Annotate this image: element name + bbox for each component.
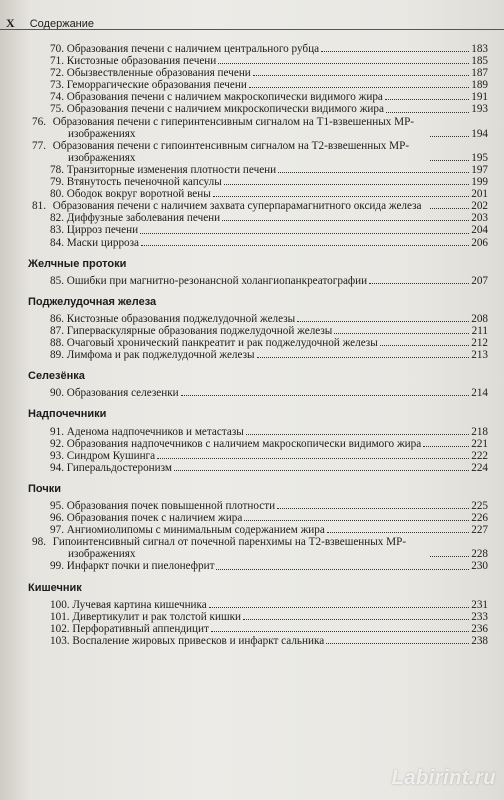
table-of-contents [28, 43, 488, 647]
toc-entry-number: 74. [50, 91, 64, 104]
toc-entry-number: 103. [50, 634, 70, 647]
toc-page-number: 212 [471, 337, 488, 350]
toc-entry-title [50, 55, 218, 67]
dot-leader [277, 508, 469, 509]
toc-page-number: 211 [471, 324, 488, 337]
dot-leader [386, 112, 469, 113]
toc-entry[interactable] [50, 79, 488, 91]
toc-entry-title [50, 275, 369, 287]
dot-leader [209, 607, 469, 608]
header-title: Содержание [29, 18, 95, 30]
toc-entry-number: 80. [50, 188, 64, 201]
toc-entry-text: Маски цирроза [66, 236, 140, 249]
dot-leader [211, 631, 469, 632]
toc-entry-text: Очаговый хронический панкреатит и рак поджелудочной железы [66, 337, 378, 350]
toc-entry-text: Кистозные образования печени [66, 55, 217, 68]
toc-page-number: 226 [471, 512, 488, 525]
toc-entry-title [50, 43, 321, 55]
toc-entry[interactable] [32, 536, 488, 561]
toc-entry-number: 91. [50, 425, 64, 438]
toc-entry-number: 97. [50, 524, 64, 537]
dot-leader [430, 136, 469, 137]
toc-entry-title [50, 325, 334, 337]
toc-entry-number: 73. [50, 79, 64, 92]
toc-entry-title [50, 212, 222, 224]
watermark-logo: Labirint.ru [391, 767, 496, 789]
toc-entry-text: Дивертикулит и рак толстой кишки [72, 610, 242, 623]
toc-entry-text: Обызвествленные образования печени [66, 67, 251, 80]
toc-entry-title [50, 426, 246, 438]
toc-page-number: 191 [471, 91, 488, 104]
toc-page-number: 183 [471, 43, 488, 55]
toc-entry-text: Транзиторные изменения плотности печени [66, 163, 277, 176]
toc-entry-text: Гипоинтенсивный сигнал от почечной паренхимы на Т2-взвешенных МР-изображениях [52, 536, 407, 561]
toc-entry-text: Перфоративный аппендицит [72, 622, 209, 635]
toc-entry[interactable] [50, 164, 488, 176]
toc-entry-title [50, 500, 277, 512]
toc-page-number: 201 [471, 188, 488, 201]
toc-page-number: 194 [471, 127, 488, 140]
toc-section-heading: Поджелудочная железа [28, 295, 157, 308]
toc-section-heading: Желчные протоки [28, 257, 127, 270]
toc-page-number: 218 [471, 425, 488, 438]
toc-entry[interactable] [50, 212, 488, 224]
toc-entry[interactable] [50, 450, 488, 462]
toc-entry-number: 102. [50, 622, 70, 635]
toc-page-number: 206 [471, 236, 488, 249]
toc-entry[interactable] [50, 67, 488, 79]
toc-entry-number: 75. [50, 103, 64, 116]
toc-entry-number: 78. [50, 163, 64, 176]
toc-entry[interactable] [50, 462, 488, 474]
toc-section-heading: Надпочечники [28, 408, 107, 421]
toc-entry[interactable] [50, 611, 488, 623]
dot-leader [249, 87, 469, 88]
toc-entry-title [50, 387, 181, 399]
toc-section-heading: Селезёнка [28, 370, 85, 383]
toc-page-number: 199 [471, 176, 488, 189]
toc-entry[interactable] [50, 55, 488, 67]
toc-entry-title [50, 462, 174, 474]
toc-entry-title [50, 599, 209, 611]
toc-entry[interactable] [50, 176, 488, 188]
toc-entry[interactable] [50, 103, 488, 115]
toc-entry[interactable] [50, 426, 488, 438]
dot-leader [257, 357, 469, 358]
toc-entry-text: Образования печени с гиперинтенсивным сигналом на Т1-взвешенных МР-изображениях [52, 115, 415, 140]
toc-entry-text: Образования печени с гипоинтенсивным сигналом на Т2-взвешенных МР-изображениях [52, 139, 410, 164]
toc-entry-title [50, 188, 213, 200]
toc-entry-text: Ошибки при магнитно-резонансной холангиопанкреатографии [66, 274, 368, 287]
toc-entry-title [50, 224, 140, 236]
toc-entry-number: 95. [50, 500, 64, 512]
toc-entry-number: 83. [50, 224, 64, 237]
dot-leader [430, 160, 469, 161]
toc-entry-number: 71. [50, 55, 64, 68]
toc-entry-text: Синдром Кушинга [66, 449, 156, 462]
dot-leader [181, 395, 469, 396]
toc-entry-text: Образования печени с наличием макроскопически видимого жира [66, 91, 383, 104]
dot-leader [385, 99, 469, 100]
toc-page-number: 195 [471, 151, 488, 164]
toc-entry[interactable] [32, 139, 488, 164]
toc-entry-text: Образования почек с наличием жира [66, 512, 243, 525]
toc-page-number: 225 [471, 500, 488, 512]
toc-entry-number: 94. [50, 461, 64, 474]
dot-leader [321, 51, 469, 52]
toc-entry-number: 89. [50, 349, 64, 362]
toc-entry-text: Воспаление жировых привесков и инфаркт сальника [72, 634, 325, 647]
toc-page-number: 214 [471, 387, 488, 400]
toc-entry-number: 85. [50, 274, 64, 287]
toc-page-number: 193 [471, 103, 488, 116]
toc-page-number: 208 [471, 312, 488, 325]
dot-leader [140, 233, 469, 234]
toc-page-number: 189 [471, 79, 488, 92]
toc-entry[interactable] [50, 43, 488, 55]
toc-entry-number: 79. [50, 176, 64, 189]
toc-page-number: 233 [471, 610, 488, 623]
toc-entry-number: 100. [50, 598, 70, 611]
dot-leader [430, 556, 469, 557]
toc-entry-text: Образования селезенки [66, 387, 179, 400]
toc-page-number: 204 [471, 224, 488, 237]
toc-entry-title [50, 67, 253, 79]
toc-entry-number: 70. [50, 43, 64, 55]
toc-entry-title [50, 337, 380, 349]
toc-entry-number: 86. [50, 312, 64, 325]
toc-entry-title: 76. Образования печени с гиперинтенсивным сигналом на Т1-взвешенных МР-изображениях [32, 115, 415, 140]
dot-leader [157, 458, 469, 459]
toc-entry-number: 99. [50, 560, 64, 573]
toc-entry-title [50, 450, 157, 462]
dot-leader [174, 470, 469, 471]
dot-leader [369, 283, 469, 284]
toc-entry[interactable] [50, 349, 488, 361]
dot-leader [218, 63, 469, 64]
toc-entry-title [50, 176, 224, 188]
toc-entry[interactable] [32, 200, 488, 213]
toc-entry-title: 77. Образования печени с гипоинтенсивным сигналом на Т2-взвешенных МР-изображениях [32, 139, 410, 164]
toc-entry-text: Гиперваскулярные образования поджелудочной железы [66, 324, 333, 337]
toc-entry[interactable] [50, 500, 488, 512]
toc-entry[interactable] [50, 635, 488, 647]
toc-page-number: 202 [471, 200, 488, 213]
dot-leader [253, 75, 469, 76]
toc-entry-text: Образования надпочечников с наличием макроскопически видимого жира [66, 437, 422, 450]
toc-entry-text: Диффузные заболевания печени [66, 212, 221, 225]
toc-entry-title [50, 635, 326, 647]
dot-leader [243, 619, 469, 620]
toc-entry-text: Образования печени с наличием микроскопически видимого жира [66, 103, 384, 116]
toc-page-number: 238 [471, 634, 488, 647]
dot-leader [141, 245, 469, 246]
toc-page-number: 222 [471, 449, 488, 462]
toc-page-number: 224 [471, 461, 488, 474]
toc-entry-text: Образования почек повышенной плотности [66, 500, 276, 512]
toc-entry[interactable] [50, 560, 488, 572]
toc-entry-title [50, 164, 278, 176]
dot-leader [222, 220, 469, 221]
toc-entry-text: Образования печени с наличием центрального рубца [66, 43, 320, 55]
toc-entry-title [50, 313, 297, 325]
toc-page-number: 231 [471, 598, 488, 611]
toc-page-number: 213 [471, 349, 488, 362]
toc-page-number: 185 [471, 55, 488, 68]
toc-entry[interactable] [50, 524, 488, 536]
toc-entry[interactable] [50, 224, 488, 236]
toc-page-number: 197 [471, 163, 488, 176]
toc-entry-title [50, 79, 249, 91]
dot-leader [244, 520, 469, 521]
toc-entry-text: Ободок вокруг воротной вены [66, 188, 211, 201]
toc-entry-number: 72. [50, 67, 64, 80]
toc-entry-number: 92. [50, 437, 64, 450]
dot-leader [216, 569, 469, 570]
toc-entry[interactable] [50, 599, 488, 611]
toc-entry[interactable] [50, 512, 488, 524]
toc-entry-text: Кистозные образования поджелудочной железы [66, 312, 296, 325]
toc-entry[interactable] [32, 115, 488, 140]
toc-entry-text: Лимфома и рак поджелудочной железы [66, 349, 255, 362]
toc-entry-text: Инфаркт почки и пиелонефрит [66, 560, 215, 573]
toc-page-number: 230 [471, 560, 488, 573]
toc-entry-number: 84. [50, 236, 64, 249]
toc-entry-title [50, 524, 327, 536]
toc-entry[interactable] [50, 237, 488, 249]
header-rule [0, 29, 504, 30]
toc-page-number: 236 [471, 622, 488, 635]
toc-entry-number: 96. [50, 512, 64, 525]
toc-entry[interactable] [50, 188, 488, 200]
toc-entry-title: 98. Гипоинтенсивный сигнал от почечной паренхимы на Т2-взвешенных МР-изображениях [32, 536, 407, 561]
dot-leader [423, 446, 469, 447]
toc-page-number: 227 [471, 524, 488, 537]
toc-entry-number: 101. [50, 610, 70, 623]
toc-section-heading: Почки [28, 482, 62, 495]
dot-leader [327, 532, 469, 533]
toc-entry-text: Геморрагические образования печени [66, 79, 247, 92]
dot-leader [213, 196, 469, 197]
toc-entry-text: Лучевая картина кишечника [72, 598, 207, 611]
toc-entry-title: 81. Образования печени с наличием захвата суперпарамагнитного оксида железа [32, 200, 422, 213]
toc-entry-text: Ангиомиолипомы с минимальным содержанием жира [66, 524, 325, 537]
toc-entry-title [50, 91, 385, 103]
toc-entry-number: 93. [50, 449, 64, 462]
dot-leader [380, 345, 469, 346]
toc-entry-title [50, 611, 243, 623]
toc-entry-text: Гиперальдостеронизм [66, 461, 172, 474]
toc-entry-number: 90. [50, 387, 64, 400]
toc-page-number: 187 [471, 67, 488, 80]
toc-entry-title [50, 349, 257, 361]
toc-section-heading: Кишечник [28, 581, 82, 594]
dot-leader [278, 172, 469, 173]
toc-entry[interactable] [50, 275, 488, 287]
toc-entry-title [50, 438, 423, 450]
toc-page-number: 221 [471, 437, 488, 450]
toc-entry-text: Втянутость печеночной капсулы [66, 176, 222, 189]
toc-entry-number: 88. [50, 337, 64, 350]
toc-entry-text: Цирроз печени [66, 224, 139, 237]
toc-entry[interactable] [50, 438, 488, 450]
toc-entry[interactable] [50, 623, 488, 635]
toc-entry-number: 87. [50, 324, 64, 337]
dot-leader [224, 184, 469, 185]
dot-leader [430, 208, 469, 209]
dot-leader [246, 434, 469, 435]
dot-leader [297, 321, 469, 322]
toc-entry-title [50, 560, 216, 572]
dot-leader [326, 643, 469, 644]
toc-entry-title [50, 512, 244, 524]
toc-page-number: 203 [471, 212, 488, 225]
toc-entry-title [50, 623, 211, 635]
page-roman-numeral: X [6, 16, 15, 30]
dot-leader [334, 333, 469, 334]
toc-entry[interactable] [50, 387, 488, 399]
toc-entry[interactable] [50, 325, 488, 337]
toc-entry-number: 82. [50, 212, 64, 225]
toc-page-number: 228 [471, 548, 488, 561]
toc-entry[interactable] [50, 313, 488, 325]
toc-entry-title [50, 237, 141, 249]
toc-entry-text: Аденома надпочечников и метастазы [66, 425, 244, 438]
toc-entry[interactable] [50, 91, 488, 103]
toc-entry-text: Образования печени с наличием захвата суперпарамагнитного оксида железа [52, 200, 422, 213]
toc-page-number: 207 [471, 274, 488, 287]
toc-entry[interactable] [50, 337, 488, 349]
toc-entry-title [50, 103, 386, 115]
